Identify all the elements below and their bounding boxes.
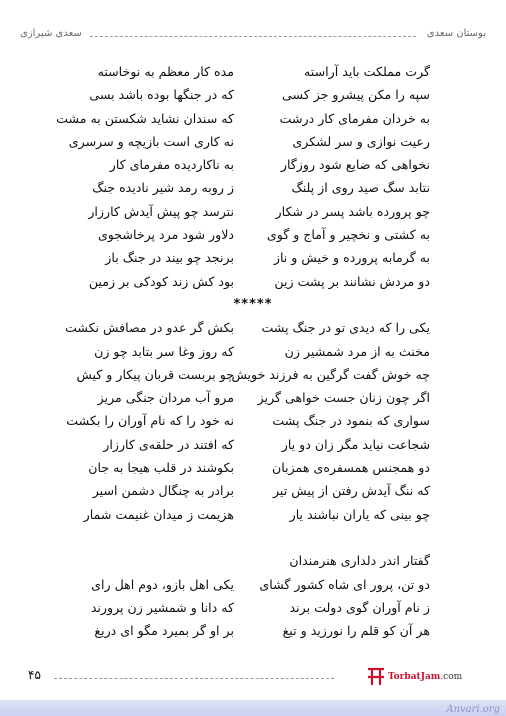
verse-first-hemistich: به گرمابه پرورده و خیش و ناز [273,250,430,266]
page-number: ۴۵ [28,668,41,682]
verse-second-hemistich: ز روبه رمد شیر نادیده جنگ [92,180,234,196]
verse-first-hemistich: که ننگ آیدش رفتن از پیش تیر [272,483,430,499]
verse-row [0,200,506,223]
verse-row [0,619,506,642]
verse-row [0,479,506,502]
watermark-text: Anvari.org [446,704,500,715]
verse-first-hemistich: رعیت نوازی و سر لشکری [292,133,430,149]
verse-row [0,456,506,479]
verse-row [0,223,506,246]
verse-first-hemistich: دو همجنس همسفره‌ی همزبان [272,460,430,476]
logo-text: TorbatJam.com [388,672,463,682]
verse-row [0,83,506,106]
poem-body [0,60,506,642]
verse-second-hemistich: مرو آب مردان جنگی مریز [97,390,234,406]
verse-second-hemistich: بکش گر عدو در مصافش نکشت [64,320,234,336]
verse-first-hemistich: شجاعت نیاید مگر زان دو یار [281,436,430,452]
verse-row [0,316,506,339]
verse-first-hemistich: سواری که بنمود در جنگ پشت [272,413,430,429]
verse-second-hemistich: که سندان نشاید شکستن به مشت [56,110,234,126]
section-heading: گفتار اندر دلداری هنرمندان [289,553,430,569]
verse-first-hemistich: به خردان مفرمای کار درشت [279,110,430,126]
verse-row [0,386,506,409]
verse-first-hemistich: دو تن، پرور ای شاه کشور گشای [259,576,430,592]
verse-second-hemistich: مده کار معظم به نوخاسته [97,64,234,79]
page-footer [28,668,468,688]
verse-second-hemistich: بر او گر بمیرد مگو ای دریغ [94,623,234,639]
verse-second-hemistich: دلاور شود مرد پرخاشجوی [97,227,234,243]
verse-row [0,503,506,526]
verse-first-hemistich: سپه را مکن پیشرو جز کسی [281,87,430,103]
verse-first-hemistich: چو بینی که یاران نباشند یار [289,506,430,522]
verse-row [0,340,506,363]
verse-first-hemistich: مخنث به از مرد شمشیر زن [284,343,430,359]
book-title: بوستان سعدی [426,28,486,39]
verse-row [0,409,506,432]
verse-second-hemistich: بود کش زند کودکی بر زمین [88,273,234,289]
verse-second-hemistich: هزیمت ز میدان غنیمت شمار [83,506,234,522]
header-divider [90,36,416,37]
page-header [20,28,486,44]
verse-second-hemistich: نترسد چو پیش آیدش کارزار [88,203,234,219]
verse-second-hemistich: که دانا و شمشیر زن پرورند [90,599,234,615]
verse-first-hemistich: نخواهی که ضایع شود روزگار [280,157,430,173]
verse-row [0,153,506,176]
verse-first-hemistich: گرت مملکت باید آراسته [304,64,430,79]
verse-second-hemistich: برادر به چنگال دشمن اسیر [92,483,234,499]
verse-first-hemistich: چه خوش گفت گرگین به فرزند خویش [231,366,430,382]
verse-row [0,433,506,456]
verse-first-hemistich: اگر چون زنان جست خواهی گریز [257,390,430,406]
verse-first-hemistich: نتابد سگ صید روی از پلنگ [291,180,430,196]
verse-row [0,107,506,130]
verse-first-hemistich: هر آن کو قلم را نورزید و تیغ [282,623,430,639]
verse-row [0,176,506,199]
verse-second-hemistich: بکوشند در قلب هیجا به جان [88,460,234,476]
verse-row [0,573,506,596]
verse-second-hemistich: چو بربست قربان پیکار و کیش [76,366,234,382]
verse-second-hemistich: نه کاری است بازیچه و سرسری [68,133,234,149]
site-logo [366,668,486,688]
verse-second-hemistich: یکی اهل بازو، دوم اهل رای [91,576,234,592]
verse-second-hemistich: که روز وغا سر بتابد چو زن [94,343,234,359]
verse-row [0,60,506,83]
verse-second-hemistich: برنجد چو بیند در جنگ باز [105,250,234,266]
verse-row [0,246,506,269]
verse-first-hemistich: چو پرورده باشد پسر در شکار [275,203,430,219]
verse-row [0,130,506,153]
verse-first-hemistich: به کشتی و نخچیر و آماج و گوی [266,227,430,243]
verse-first-hemistich: ز نام آوران گوی دولت برند [289,599,430,615]
verse-first-hemistich: دو مردش نشانند بر پشت زین [274,273,430,289]
verse-second-hemistich: نه خود را که نام آوران را بکشت [66,413,234,429]
verse-row [0,363,506,386]
verse-second-hemistich: که در جنگها بوده باشد بسی [89,87,234,103]
section-separator: ***** [233,296,273,312]
verse-second-hemistich: به ناکاردیده مفرمای کار [109,157,234,173]
watermark-bar [0,700,506,716]
verse-row [0,596,506,619]
verse-first-hemistich: یکی را که دیدی تو در جنگ پشت [261,320,430,336]
author-name: سعدی شیرازی [20,28,82,39]
torbatjam-logo-icon [366,666,386,688]
blank-line [0,526,506,549]
footer-divider [54,678,334,679]
verse-second-hemistich: که افتند در حلقه‌ی کارزار [103,436,234,452]
verse-row [0,270,506,293]
